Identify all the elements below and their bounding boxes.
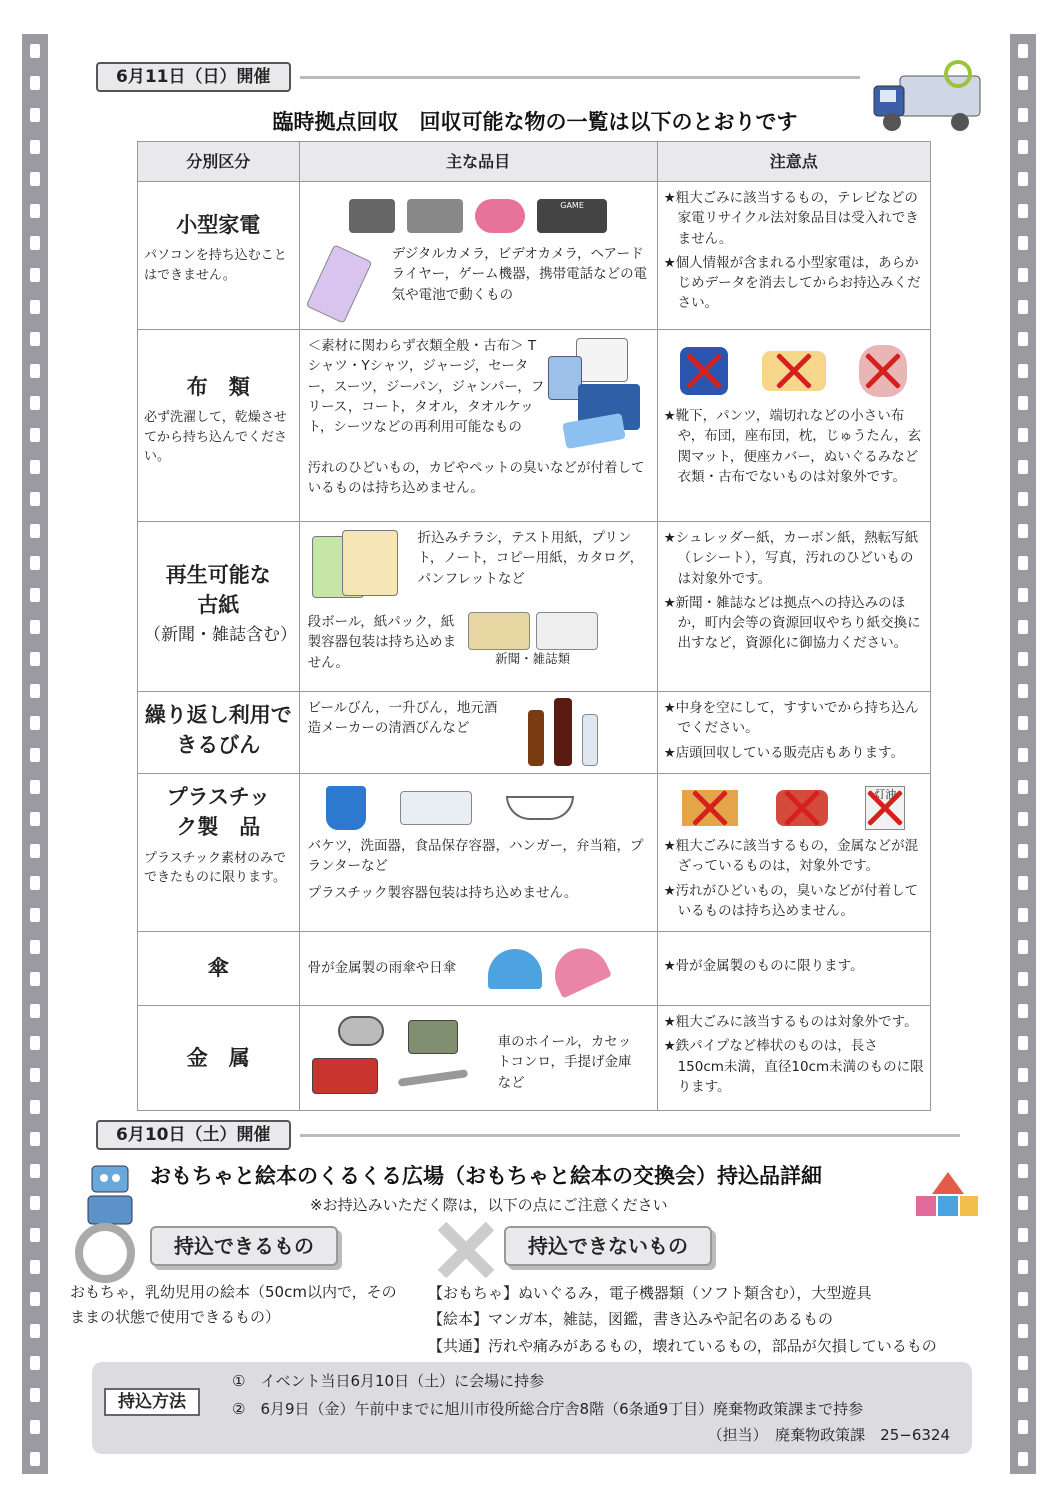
film-hole — [30, 1260, 40, 1274]
film-hole — [30, 652, 40, 666]
film-hole — [1018, 556, 1028, 570]
film-hole — [1018, 620, 1028, 634]
film-hole — [30, 588, 40, 602]
film-hole — [30, 1388, 40, 1402]
film-hole — [30, 716, 40, 730]
film-hole — [1018, 1132, 1028, 1146]
items-extra-text: 段ボール，紙パック，紙製容器包装は持ち込めません。 — [307, 614, 457, 671]
film-hole — [30, 684, 40, 698]
film-hole — [30, 76, 40, 90]
sake-bottle-icon — [554, 698, 572, 766]
film-hole — [1018, 716, 1028, 730]
film-hole — [30, 1196, 40, 1210]
film-hole — [30, 1356, 40, 1370]
film-hole — [30, 556, 40, 570]
category-cell — [138, 692, 300, 774]
film-hole — [1018, 1036, 1028, 1050]
cannot-bring-list — [428, 1280, 1008, 1359]
film-hole — [1018, 1260, 1028, 1274]
pink-umbrella-icon — [546, 939, 612, 998]
film-hole — [1018, 428, 1028, 442]
toy-blocks-icon — [912, 1166, 982, 1226]
note-text: ★シュレッダー紙，カーボン紙，熱転写紙（レシート），写真，汚れのひどいものは対象外です。 — [663, 530, 919, 587]
items-cell — [299, 1006, 657, 1111]
category-cell — [138, 522, 300, 692]
table-row — [138, 932, 931, 1006]
gas-stove-icon — [312, 1058, 378, 1094]
category-cell — [138, 774, 300, 932]
film-hole — [30, 172, 40, 186]
event-date-tag-2: 6月10日（土）開催 — [96, 1120, 291, 1150]
film-hole — [30, 1324, 40, 1338]
table-row — [138, 692, 931, 774]
items-cell — [299, 330, 657, 522]
film-hole — [1018, 748, 1028, 762]
video-camera-icon — [407, 199, 463, 233]
tag-divider-2 — [300, 1134, 960, 1137]
items-cell — [299, 932, 657, 1006]
excluded-illustrations — [664, 780, 924, 836]
items-cell — [299, 692, 657, 774]
category-cell — [138, 182, 300, 330]
table-row — [138, 774, 931, 932]
category-sub: （新聞・雑誌含む） — [144, 624, 297, 645]
film-hole — [1018, 76, 1028, 90]
film-hole — [30, 396, 40, 410]
notes-cell — [657, 932, 930, 1006]
note-text: ★店頭回収している販売店もあります。 — [663, 744, 905, 761]
header-category: 分別区分 — [138, 142, 300, 182]
items-extra-text: 汚れのひどいもの，カビやペットの臭いなどが付着しているものは持ち込めません。 — [307, 460, 645, 497]
shirt-icon — [548, 356, 582, 400]
page-title: 臨時拠点回収 回収可能な物の一覧は以下のとおりです — [272, 110, 798, 134]
items-cell — [299, 522, 657, 692]
header-notes: 注意点 — [657, 142, 930, 182]
items-text: 折込みチラシ，テスト用紙，プリント，ノート，コピー用紙，カタログ，パンフレットなど — [417, 530, 644, 587]
circle-ok-icon — [72, 1220, 138, 1286]
film-hole — [30, 204, 40, 218]
image-caption: 新聞・雑誌類 — [495, 651, 571, 666]
film-hole — [1018, 1420, 1028, 1434]
notes-cell — [657, 1006, 930, 1111]
film-hole — [1018, 972, 1028, 986]
film-hole — [30, 236, 40, 250]
method-item: ① イベント当日6月10日（土）に会場に持参 — [232, 1372, 545, 1390]
film-hole — [30, 620, 40, 634]
film-hole — [30, 1420, 40, 1434]
category-name: 金 属 — [186, 1045, 250, 1070]
category-note: パソコンを持ち込むことはできません。 — [144, 248, 287, 283]
newspaper-illustration — [468, 612, 598, 673]
film-hole — [30, 428, 40, 442]
notes-cell — [657, 774, 930, 932]
camera-icon — [349, 199, 395, 233]
notes-cell — [657, 522, 930, 692]
film-hole — [1018, 844, 1028, 858]
bucket-icon — [326, 786, 366, 830]
note-text: ★中身を空にして，すすいでから持ち込んでください。 — [663, 700, 919, 737]
film-hole — [30, 108, 40, 122]
film-hole — [1018, 652, 1028, 666]
film-hole — [30, 780, 40, 794]
right-film-strip — [1010, 34, 1036, 1474]
table-row — [138, 330, 931, 522]
film-hole — [1018, 1228, 1028, 1242]
appliance-illustrations — [308, 188, 649, 244]
note-text: ★粗大ごみに該当するもの，テレビなどの家電リサイクル法対象品目は受入れできません。 — [663, 190, 919, 247]
film-hole — [30, 876, 40, 890]
film-hole — [1018, 1068, 1028, 1082]
film-hole — [30, 940, 40, 954]
film-hole — [30, 44, 40, 58]
film-hole — [30, 1068, 40, 1082]
film-hole — [1018, 1324, 1028, 1338]
film-hole — [1018, 1196, 1028, 1210]
items-cell — [299, 182, 657, 330]
film-hole — [30, 492, 40, 506]
film-hole — [1018, 108, 1028, 122]
category-name: 再生可能な古紙 — [165, 563, 271, 618]
film-hole — [1018, 140, 1028, 154]
film-hole — [30, 1036, 40, 1050]
category-note: プラスチック素材のみでできたものに限ります。 — [144, 850, 286, 886]
bottles-illustration — [528, 698, 598, 766]
kerosene-tank-crossed-icon: 灯油 — [865, 786, 905, 830]
film-hole — [1018, 1388, 1028, 1402]
film-hole — [30, 460, 40, 474]
film-hole — [1018, 44, 1028, 58]
event-date-tag: 6月11日（日）開催 — [96, 62, 291, 92]
film-hole — [30, 1228, 40, 1242]
category-cell — [138, 932, 300, 1006]
film-hole — [30, 300, 40, 314]
section-title: おもちゃと絵本のくるくる広場（おもちゃと絵本の交換会）持込品詳細 — [150, 1164, 822, 1188]
film-hole — [30, 1100, 40, 1114]
game-console-icon: GAME — [537, 199, 607, 233]
cross-ng-icon — [432, 1216, 500, 1284]
header-items: 主な品目 — [299, 142, 657, 182]
film-hole — [30, 332, 40, 346]
film-hole — [1018, 492, 1028, 506]
snow-shovel-crossed-icon — [682, 790, 738, 826]
method-item: ② 6月9日（金）午前中までに旭川市役所総合庁舎8階（6条通9丁目）廃棄物政策課まで持参 — [232, 1400, 864, 1418]
film-hole — [30, 1292, 40, 1306]
category-cell — [138, 330, 300, 522]
category-name: 繰り返し利用できるびん — [144, 703, 292, 758]
category-name: プラスチック製 品 — [166, 785, 270, 840]
film-hole — [30, 1132, 40, 1146]
note-text: ★個人情報が含まれる小型家電は，あらかじめデータを消去してからお持込みください。 — [663, 254, 921, 312]
pillow-crossed-icon — [762, 351, 826, 391]
metal-illustrations — [308, 1012, 498, 1104]
film-hole — [1018, 1356, 1028, 1370]
wrench-icon — [397, 1069, 467, 1087]
items-extra-text: プラスチック製容器包装は持ち込めません。 — [307, 884, 578, 901]
socks-crossed-icon — [680, 347, 728, 395]
film-hole — [1018, 1100, 1028, 1114]
paper-illustration — [308, 528, 408, 608]
bring-method-label: 持込方法 — [104, 1388, 200, 1416]
film-hole — [1018, 684, 1028, 698]
film-hole — [30, 908, 40, 922]
film-hole — [30, 748, 40, 762]
category-note: 必ず洗濯して，乾燥させてから持ち込んでください。 — [144, 410, 288, 465]
film-hole — [1018, 300, 1028, 314]
category-name: 布 類 — [186, 375, 250, 399]
cannot-item: 【共通】汚れや痛みがあるもの，壊れているもの，部品が欠損しているもの — [428, 1336, 937, 1355]
note-text: ★骨が金属製のものに限ります。 — [663, 958, 864, 975]
note-text: ★汚れがひどいもの，臭いなどが付着しているものは持ち込めません。 — [663, 882, 919, 919]
film-hole — [1018, 460, 1028, 474]
film-hole — [1018, 940, 1028, 954]
table-header-row — [138, 142, 931, 182]
film-hole — [30, 524, 40, 538]
cannot-item: 【おもちゃ】ぬいぐるみ，電子機器類（ソフト類含む），大型遊具 — [428, 1284, 872, 1302]
film-hole — [1018, 1452, 1028, 1466]
notes-cell — [657, 330, 930, 522]
beer-bottle-icon — [528, 710, 544, 766]
items-cell — [299, 774, 657, 932]
blue-umbrella-icon — [488, 949, 542, 989]
tag-divider — [300, 76, 860, 79]
note-text: ★新聞・雑誌などは拠点への持込みのほか，町内会等の資源回収やちり紙交換に出すなど，資源化に御協力ください。 — [663, 594, 921, 652]
hanger-icon — [506, 796, 574, 820]
clothes-illustration — [548, 336, 648, 448]
category-cell — [138, 1006, 300, 1111]
mobile-phone-icon — [305, 244, 372, 323]
film-hole — [30, 1452, 40, 1466]
items-text: 骨が金属製の雨傘や日傘 — [307, 960, 457, 977]
film-hole — [1018, 172, 1028, 186]
clear-bottle-icon — [582, 714, 598, 766]
left-film-strip — [22, 34, 48, 1474]
film-hole — [30, 1004, 40, 1018]
cash-box-icon — [408, 1020, 458, 1054]
hair-dryer-icon — [475, 199, 525, 233]
items-text: 車のホイール，カセットコンロ，手提げ金庫など — [497, 1034, 632, 1091]
film-hole — [30, 812, 40, 826]
note-text: ★鉄パイプなど棒状のものは，長さ150cm未満，直径10cm未満のものに限ります。 — [663, 1038, 924, 1095]
items-text: デジタルカメラ，ビデオカメラ，ヘアードライヤー，ゲーム機器，携帯電話などの電気や電池で動くもの — [391, 246, 648, 303]
table-row — [138, 522, 931, 692]
note-text: ★靴下，パンツ，端切れなどの小さい布や，布団，座布団，枕，じゅうたん，玄関マット，便座カバー，ぬいぐるみなど衣類・古布でないものは対象外です。 — [663, 408, 922, 485]
toy-car-crossed-icon — [776, 790, 828, 826]
note-text: ★粗大ごみに該当するものは対象外です。 — [663, 1014, 918, 1030]
excluded-illustrations — [664, 336, 924, 406]
film-hole — [1018, 396, 1028, 410]
film-hole — [1018, 780, 1028, 794]
film-hole — [1018, 908, 1028, 922]
t-shirt-icon — [576, 338, 628, 382]
notes-cell — [657, 692, 930, 774]
can-bring-text: おもちゃ，乳幼児用の絵本（50cm以内で，そのままの状態で使用できるもの） — [70, 1283, 397, 1326]
film-hole — [1018, 876, 1028, 890]
wheel-icon — [338, 1016, 384, 1046]
category-name: 傘 — [207, 956, 229, 981]
cannot-bring-label: 持込できないもの — [504, 1226, 712, 1266]
film-hole — [30, 364, 40, 378]
film-hole — [1018, 236, 1028, 250]
table-row — [138, 182, 931, 330]
film-hole — [30, 140, 40, 154]
contact-info: （担当） 廃棄物政策課 25−6324 — [707, 1426, 950, 1444]
film-hole — [1018, 812, 1028, 826]
film-hole — [30, 972, 40, 986]
note-text: ★粗大ごみに該当するもの，金属などが混ざっているものは，対象外です。 — [663, 838, 919, 875]
items-text: ビールびん，一升びん，地元酒造メーカーの清酒びんなど — [307, 700, 498, 737]
film-hole — [1018, 332, 1028, 346]
food-container-icon — [400, 791, 472, 825]
can-bring-label: 持込できるもの — [150, 1226, 338, 1266]
notes-cell — [657, 182, 930, 330]
newspaper-icon — [536, 612, 598, 650]
items-text: ＜素材に関わらず衣類全般・古布＞ Tシャツ・Yシャツ，ジャージ，セーター，スーツ，ジーパン，ジャンパー，フリース，コート，タオル，タオルケット，シーツなどの再利用可能なもの — [307, 338, 545, 435]
category-name: 小型家電 — [176, 213, 261, 237]
film-hole — [30, 844, 40, 858]
film-hole — [1018, 1164, 1028, 1178]
film-hole — [1018, 524, 1028, 538]
table-row — [138, 1006, 931, 1111]
cannot-item: 【絵本】マンガ本，雑誌，図鑑，書き込みや記名のあるもの — [428, 1310, 834, 1329]
items-text: バケツ，洗面器，食品保存容器，ハンガー，弁当箱，プランターなど — [307, 838, 644, 875]
film-hole — [1018, 268, 1028, 282]
film-hole — [30, 268, 40, 282]
plastic-illustrations — [308, 780, 649, 836]
bring-method-box — [92, 1362, 972, 1454]
collection-table — [137, 141, 931, 1111]
section-subtitle: ※お持込みいただく際は，以下の点にご注意ください — [310, 1196, 668, 1214]
umbrella-illustration — [488, 949, 606, 989]
towel-icon — [562, 413, 626, 449]
magazine-icon — [468, 612, 530, 650]
film-hole — [1018, 204, 1028, 218]
film-hole — [1018, 588, 1028, 602]
film-hole — [1018, 364, 1028, 378]
stuffed-bear-crossed-icon — [859, 345, 907, 397]
film-hole — [30, 1164, 40, 1178]
booklet-icon — [342, 530, 398, 596]
film-hole — [1018, 1292, 1028, 1306]
film-hole — [1018, 1004, 1028, 1018]
